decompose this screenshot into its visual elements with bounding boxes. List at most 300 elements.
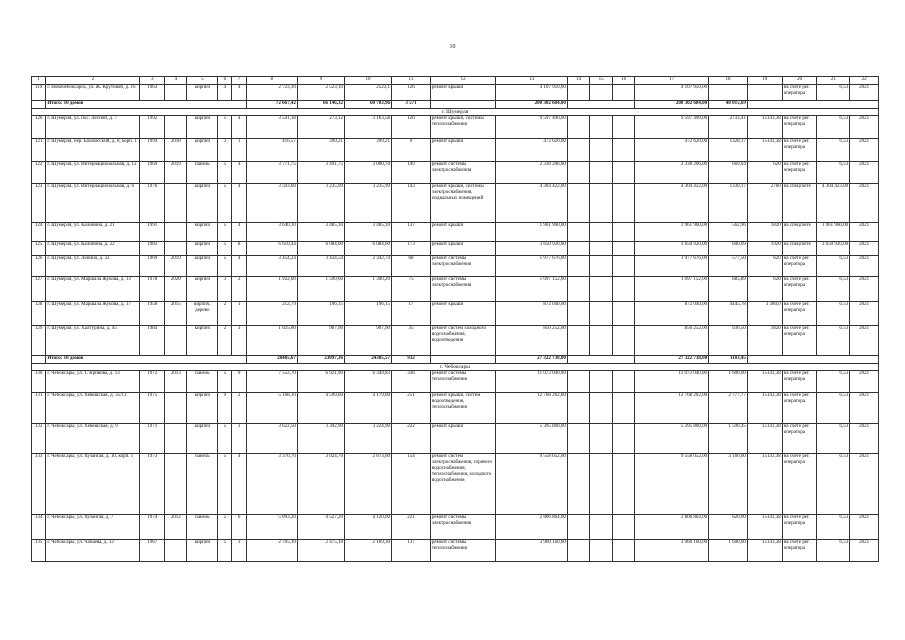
cell-en: 4 [232, 454, 246, 515]
cell-c17: 1 977 676,00 [635, 256, 709, 277]
total-a3: 60 783,96 [344, 101, 391, 109]
cell-c19: 1820 [747, 223, 782, 242]
cell-mat: панель [187, 371, 218, 393]
cell-c15 [590, 85, 613, 101]
cell-y1: 1967 [140, 540, 165, 562]
cell-fl: 4 [218, 85, 232, 101]
cell-addr: г. Шумерля, ул. Интернациональная, д. 6 [46, 184, 140, 223]
cell-c20: на спецсчете [782, 184, 817, 223]
cell-c17: 3 960 160,00 [635, 540, 709, 562]
cell-c22: 2021 [850, 184, 879, 223]
cell-en: 4 [232, 223, 246, 242]
cell-cost: 5 395 800,00 [496, 424, 568, 454]
cell-c14 [567, 116, 590, 139]
cell-fl: 2 [218, 302, 232, 326]
cell-y2 [164, 326, 187, 356]
cell-y1: 1969 [140, 162, 165, 184]
cell-c21: 6,53 [817, 85, 850, 101]
cell-c21: 6,53 [817, 424, 850, 454]
column-header: 17 [635, 77, 709, 85]
cell-a3: 6 349,83 [344, 371, 391, 393]
cell-y2 [164, 184, 187, 223]
cell-cost: 9 558 052,00 [496, 454, 568, 515]
cell-a3: 2 873,00 [344, 454, 391, 515]
table-row [32, 277, 879, 302]
cell-c22: 2021 [850, 424, 879, 454]
cell-mat: кирпич [187, 139, 218, 162]
cell-fl: 5 [218, 515, 232, 540]
cell-en: 4 [232, 256, 246, 277]
cell-y1: 1958 [140, 302, 165, 326]
cell-addr: г. Шумерля, ул. Интернациональная, д. 12 [46, 162, 140, 184]
cell-work: ремонт системы электроснабжения [430, 256, 495, 277]
cell-mat: панель [187, 454, 218, 515]
cell-a2: 6 084,00 [297, 242, 344, 256]
total-empty [32, 101, 46, 109]
cell-c18: 1 590,45 [709, 424, 748, 454]
cell-y2 [164, 116, 187, 139]
cell-a3: 2 342,74 [344, 256, 391, 277]
cell-c19: 15143,38 [747, 393, 782, 424]
cell-c21: 3 650 920,00 [817, 242, 850, 256]
total-empty [430, 356, 495, 364]
cell-addr: г. Шумерля, ул. пос. Лесной, д. 7 [46, 116, 140, 139]
cell-addr: г. Шумерля, ул. Калинина, д. 21 [46, 223, 140, 242]
total-empty [32, 356, 46, 364]
cell-ppl: 149 [392, 162, 431, 184]
cell-addr: г. Шумерля, ул. Ленина, д. 32 [46, 256, 140, 277]
cell-work: ремонт крыши, системы теплоснабжения [430, 116, 495, 139]
cell-fl: 5 [218, 371, 232, 393]
cell-c21: 6,53 [817, 515, 850, 540]
cell-y1: 1978 [140, 277, 165, 302]
cell-a3: 1 300,20 [344, 277, 391, 302]
cell-c19 [747, 85, 782, 101]
cell-c15 [590, 277, 613, 302]
cell-a3: 907,90 [344, 326, 391, 356]
cell-en: 3 [232, 326, 246, 356]
cell-fl: 5 [218, 223, 232, 242]
cell-work: ремонт крыши [430, 242, 495, 256]
cell-n: 119 [32, 85, 46, 101]
cell-work: ремонт крыши [430, 302, 495, 326]
cell-y1: 1971 [140, 424, 165, 454]
cell-a1: 3 640,10 [246, 223, 297, 242]
cell-mat: кирпич [187, 424, 218, 454]
cell-a1: 1 025,00 [246, 326, 297, 356]
cell-work: ремонт крыши, систем водоотведения, теплоснабжения [430, 393, 495, 424]
cell-y1: 1994 [140, 139, 165, 162]
cell-work: ремонт систем электроснабжения, горячего водоснабжения, теплоснабжения, холодного водоснабжения [430, 454, 495, 515]
cell-addr: г. Шумерля, ул. Халтурина, д. 45 [46, 326, 140, 356]
cell-c22: 2021 [850, 162, 879, 184]
cell-cost: 2 806 864,00 [496, 515, 568, 540]
cell-c15 [590, 371, 613, 393]
column-header: 6 [218, 77, 232, 85]
cell-c22: 2021 [850, 256, 879, 277]
column-header: 5 [187, 77, 218, 85]
cell-a1: 3 454,24 [246, 256, 297, 277]
column-header: 19 [747, 77, 782, 85]
cell-c22: 2021 [850, 515, 879, 540]
cell-n: 128 [32, 302, 46, 326]
cell-cost: 11 073 040,00 [496, 371, 568, 393]
cell-ppl: 68 [392, 256, 431, 277]
total-a2: 23097,36 [297, 356, 344, 364]
cell-c17: 9 558 052,00 [635, 454, 709, 515]
cell-n: 131 [32, 393, 46, 424]
cell-a1: 2 705,10 [246, 540, 297, 562]
cell-a2: 3 424,54 [297, 256, 344, 277]
cell-c21: 6,53 [817, 371, 850, 393]
table-row [32, 184, 879, 223]
cell-cost: 4 304 422,00 [496, 184, 568, 223]
total-a3: 24385,57 [344, 356, 391, 364]
cell-a2: 3 024,70 [297, 454, 344, 515]
cell-a2: 3 491,75 [297, 162, 344, 184]
cell-mat: кирпич [187, 242, 218, 256]
cell-n: 126 [32, 256, 46, 277]
cell-c18: 577,50 [709, 256, 748, 277]
cell-c19: 15143,38 [747, 371, 782, 393]
cell-c16 [612, 302, 635, 326]
column-header: 14 [567, 77, 590, 85]
cell-fl: 5 [218, 256, 232, 277]
cell-c19: 1820 [747, 326, 782, 356]
cell-cost: 472 620,00 [496, 139, 568, 162]
cell-y2 [164, 424, 187, 454]
table-row [32, 242, 879, 256]
cell-ppl: 251 [392, 393, 431, 424]
cell-c19: 15143,38 [747, 515, 782, 540]
cell-ppl: 126 [392, 116, 431, 139]
cell-c18: 2 777,77 [709, 393, 748, 424]
cell-c18 [709, 85, 748, 101]
cell-y2 [164, 454, 187, 515]
cell-a2: 399,21 [297, 139, 344, 162]
cell-a2: 196,15 [297, 302, 344, 326]
total-empty [567, 101, 635, 109]
cell-addr: г. Новочебоксарск, ул. Ж. Крутовой, д. 16 [46, 85, 140, 101]
cell-c20: на счете рег. оператора [782, 515, 817, 540]
column-header: 11 [392, 77, 431, 85]
cell-fl: 5 [218, 454, 232, 515]
cell-ppl: 17 [392, 302, 431, 326]
cell-addr: г. Чебоксары, ул. Хевешская, д. 35/13 [46, 393, 140, 424]
total-ppl: 3 571 [392, 101, 431, 109]
cell-c20: на счете рег. оператора [782, 256, 817, 277]
cell-mat: кирпич [187, 277, 218, 302]
cell-work: ремонт крыши [430, 223, 495, 242]
cell-c20: на спецсчете [782, 242, 817, 256]
cell-c17: 12 768 202,00 [635, 393, 709, 424]
cell-c19: 2760 [747, 184, 782, 223]
cell-a3: 4 179,00 [344, 393, 391, 424]
cell-c18: 1 600,00 [709, 371, 748, 393]
cell-addr: г. Чебоксары, ул. Чапаева, д. 12 [46, 540, 140, 562]
cell-y1: 1984 [140, 326, 165, 356]
cell-mat: кирпич [187, 540, 218, 562]
cell-fl: 5 [218, 116, 232, 139]
cell-c18: 4445,78 [709, 302, 748, 326]
cell-addr: г. Чебоксары, ул. Хузангая, д. 10, корп. 1 [46, 454, 140, 515]
table-row [32, 393, 879, 424]
cell-ppl: 75 [392, 277, 431, 302]
cell-c17: 11 073 040,00 [635, 371, 709, 393]
cell-c15 [590, 326, 613, 356]
city-row [32, 364, 879, 371]
cell-c18: 685,89 [709, 277, 748, 302]
cell-cost: 872 040,00 [496, 302, 568, 326]
cell-c19: 620 [747, 256, 782, 277]
cell-y1: 1972 [140, 371, 165, 393]
cell-c18: 600,09 [709, 242, 748, 256]
cell-fl: 5 [218, 424, 232, 454]
cell-c20: на счете рег. оператора [782, 424, 817, 454]
cell-cost: 1 961 960,00 [496, 223, 568, 242]
cell-cost: 4 107 950,00 [496, 85, 568, 101]
cell-c21: 6,53 [817, 540, 850, 562]
cell-y1: 1963 [140, 85, 165, 101]
cell-a1: 416,57 [246, 139, 297, 162]
cell-cost: 12 768 202,00 [496, 393, 568, 424]
city-row [32, 109, 879, 116]
table-row [32, 302, 879, 326]
cell-c18: 936,50 [709, 326, 748, 356]
cell-c22: 2021 [850, 302, 879, 326]
total-label: Итого: 10 домов [46, 101, 246, 109]
cell-mat: панель [187, 515, 218, 540]
table-row [32, 162, 879, 184]
cell-c16 [612, 242, 635, 256]
page-number: 10 [449, 44, 456, 50]
column-header: 21 [817, 77, 850, 85]
cell-y1: 1992 [140, 116, 165, 139]
cell-c22: 2021 [850, 393, 879, 424]
cell-ppl: 126 [392, 85, 431, 101]
cell-ppl: 336 [392, 371, 431, 393]
cell-c18: 3 160,00 [709, 454, 748, 515]
cell-c15 [590, 540, 613, 562]
cell-mat: кирпич [187, 393, 218, 424]
cell-c20: на счете рег. оператора [782, 302, 817, 326]
cell-c16 [612, 184, 635, 223]
cell-c16 [612, 116, 635, 139]
cell-fl: 3 [218, 139, 232, 162]
cell-work: ремонт системы электроснабжения [430, 515, 495, 540]
cell-a1: 212,79 [246, 302, 297, 326]
cell-c14 [567, 85, 590, 101]
cell-c19: 15143,38 [747, 424, 782, 454]
cell-c16 [612, 393, 635, 424]
cell-c17: 3 650 920,00 [635, 242, 709, 256]
cell-c14 [567, 223, 590, 242]
cell-c16 [612, 515, 635, 540]
housing-repair-table [31, 76, 879, 562]
cell-a1: 5 093,20 [246, 515, 297, 540]
cell-c18: 620,00 [709, 515, 748, 540]
cell-c15 [590, 424, 613, 454]
cell-a1: 5 168,10 [246, 393, 297, 424]
cell-c22: 2021 [850, 242, 879, 256]
cell-a2: 273,12 [297, 116, 344, 139]
cell-a3: 3 000,70 [344, 162, 391, 184]
cell-a2: 2 523,10 [297, 85, 344, 101]
cell-a3: 2 169,30 [344, 540, 391, 562]
total-a2: 66 146,32 [297, 101, 344, 109]
cell-c18: 1 600,00 [709, 540, 748, 562]
cell-en: 9 [232, 371, 246, 393]
cell-fl: 2 [218, 326, 232, 356]
cell-c19: 15143,38 [747, 116, 782, 139]
cell-c18: 1328,17 [709, 139, 748, 162]
cell-work: ремонт систем холодного водоснабжения, водоотведения [430, 326, 495, 356]
cell-c21: 6,53 [817, 116, 850, 139]
table-row [32, 256, 879, 277]
cell-a1: 1 922,00 [246, 277, 297, 302]
cell-c15 [590, 162, 613, 184]
cell-a3: 2523,1 [344, 85, 391, 101]
cell-mat: кирпич [187, 326, 218, 356]
cell-c22: 2021 [850, 85, 879, 101]
cell-y2: 2013 [164, 371, 187, 393]
table-row [32, 326, 879, 356]
table-body [32, 77, 879, 562]
cell-work: ремонт крыши [430, 139, 495, 162]
total-empty [747, 356, 878, 364]
cell-c21: 6,53 [817, 326, 850, 356]
cell-c22: 2021 [850, 326, 879, 356]
cell-cost: 1 097 152,00 [496, 277, 568, 302]
column-header: 8 [246, 77, 297, 85]
cell-n: 132 [32, 424, 46, 454]
cell-a2: 1 599,60 [297, 277, 344, 302]
total-row [32, 101, 879, 109]
total-row [32, 356, 879, 364]
cell-y1: 1983 [140, 242, 165, 256]
cell-cost: 9 597 490,00 [496, 116, 568, 139]
cell-c18: 2733,41 [709, 116, 748, 139]
cell-y2: 2019 [164, 256, 187, 277]
cell-c22: 2021 [850, 223, 879, 242]
city-name: г. Чебоксары [32, 364, 879, 371]
cell-cost: 1 977 676,00 [496, 256, 568, 277]
cell-a1: 7 552,70 [246, 371, 297, 393]
table-row [32, 85, 879, 101]
cell-a2: 2 475,10 [297, 540, 344, 562]
cell-a1: 3 771,75 [246, 162, 297, 184]
cell-a1: 3 541,18 [246, 116, 297, 139]
cell-c21: 6,53 [817, 393, 850, 424]
column-header: 16 [612, 77, 635, 85]
cell-a1: 3 370,70 [246, 454, 297, 515]
cell-c22: 2021 [850, 454, 879, 515]
cell-c17: 1 961 960,00 [635, 223, 709, 242]
cell-en: 1 [232, 302, 246, 326]
column-header: 3 [140, 77, 165, 85]
cell-n: 122 [32, 162, 46, 184]
cell-c21: 6,53 [817, 454, 850, 515]
cell-fl: 9 [218, 393, 232, 424]
cell-n: 120 [32, 116, 46, 139]
cell-c20: на счете рег. оператора [782, 162, 817, 184]
cell-a1: 3 622,50 [246, 424, 297, 454]
cell-work: ремонт системы теплоснабжения [430, 540, 495, 562]
cell-c21: 6,53 [817, 162, 850, 184]
cell-n: 135 [32, 540, 46, 562]
cell-c19: 3 380,0 [747, 302, 782, 326]
cell-c17: 1 097 152,00 [635, 277, 709, 302]
cell-c17: 2 338 206,00 [635, 162, 709, 184]
cell-c20: на счете рег. оператора [782, 277, 817, 302]
cell-c16 [612, 85, 635, 101]
column-header: 10 [344, 77, 391, 85]
cell-c14 [567, 302, 590, 326]
cell-y2: 2015 [164, 302, 187, 326]
cell-c22: 2021 [850, 540, 879, 562]
cell-n: 121 [32, 139, 46, 162]
cell-c20: на счете рег. оператора [782, 393, 817, 424]
cell-c18: 562,96 [709, 223, 748, 242]
cell-mat: кирпич [187, 223, 218, 242]
cell-c21: 6,53 [817, 139, 850, 162]
cell-a3: 3 224,90 [344, 424, 391, 454]
cell-y2 [164, 223, 187, 242]
cell-n: 125 [32, 242, 46, 256]
column-header: 13 [496, 77, 568, 85]
column-header: 15 [590, 77, 613, 85]
cell-c22: 2021 [850, 277, 879, 302]
cell-c20: на счете рег. оператора [782, 454, 817, 515]
cell-en: 4 [232, 162, 246, 184]
cell-en: 4 [232, 116, 246, 139]
cell-a2: 3 392,90 [297, 424, 344, 454]
cell-c18: 1330,17 [709, 184, 748, 223]
cell-c15 [590, 223, 613, 242]
cell-c19: 620 [747, 277, 782, 302]
cell-c15 [590, 393, 613, 424]
cell-mat: кирпич [187, 116, 218, 139]
cell-n: 133 [32, 454, 46, 515]
cell-cost: 850 252,00 [496, 326, 568, 356]
cell-c16 [612, 256, 635, 277]
cell-c15 [590, 256, 613, 277]
cell-mat: кирпич, дерево [187, 302, 218, 326]
cell-work: ремонт системы электроснабжения [430, 162, 495, 184]
cell-c21: 6,53 [817, 277, 850, 302]
cell-n: 130 [32, 371, 46, 393]
cell-c19: 1920 [747, 242, 782, 256]
cell-en: 3 [232, 424, 246, 454]
cell-ppl: 154 [392, 454, 431, 515]
cell-ppl: 221 [392, 515, 431, 540]
cell-c20: на счете рег. оператора [782, 540, 817, 562]
cell-fl: 3 [218, 277, 232, 302]
column-header: 4 [164, 77, 187, 85]
cell-fl: 5 [218, 162, 232, 184]
total-empty [747, 101, 878, 109]
cell-en: 2 [232, 393, 246, 424]
cell-mat: кирпич [187, 85, 218, 101]
cell-work: ремонт системы теплоснабжения [430, 371, 495, 393]
cell-ppl: 137 [392, 540, 431, 562]
cell-c16 [612, 540, 635, 562]
cell-addr: г. Шумерля, ул. Маршала Жукова, д. 17 [46, 302, 140, 326]
cell-addr: г. Чебоксары, ул. Хузангая, д. 7 [46, 515, 140, 540]
cell-c14 [567, 371, 590, 393]
cell-c17: 4 107 950,00 [635, 85, 709, 101]
cell-c17: 9 597 490,00 [635, 116, 709, 139]
